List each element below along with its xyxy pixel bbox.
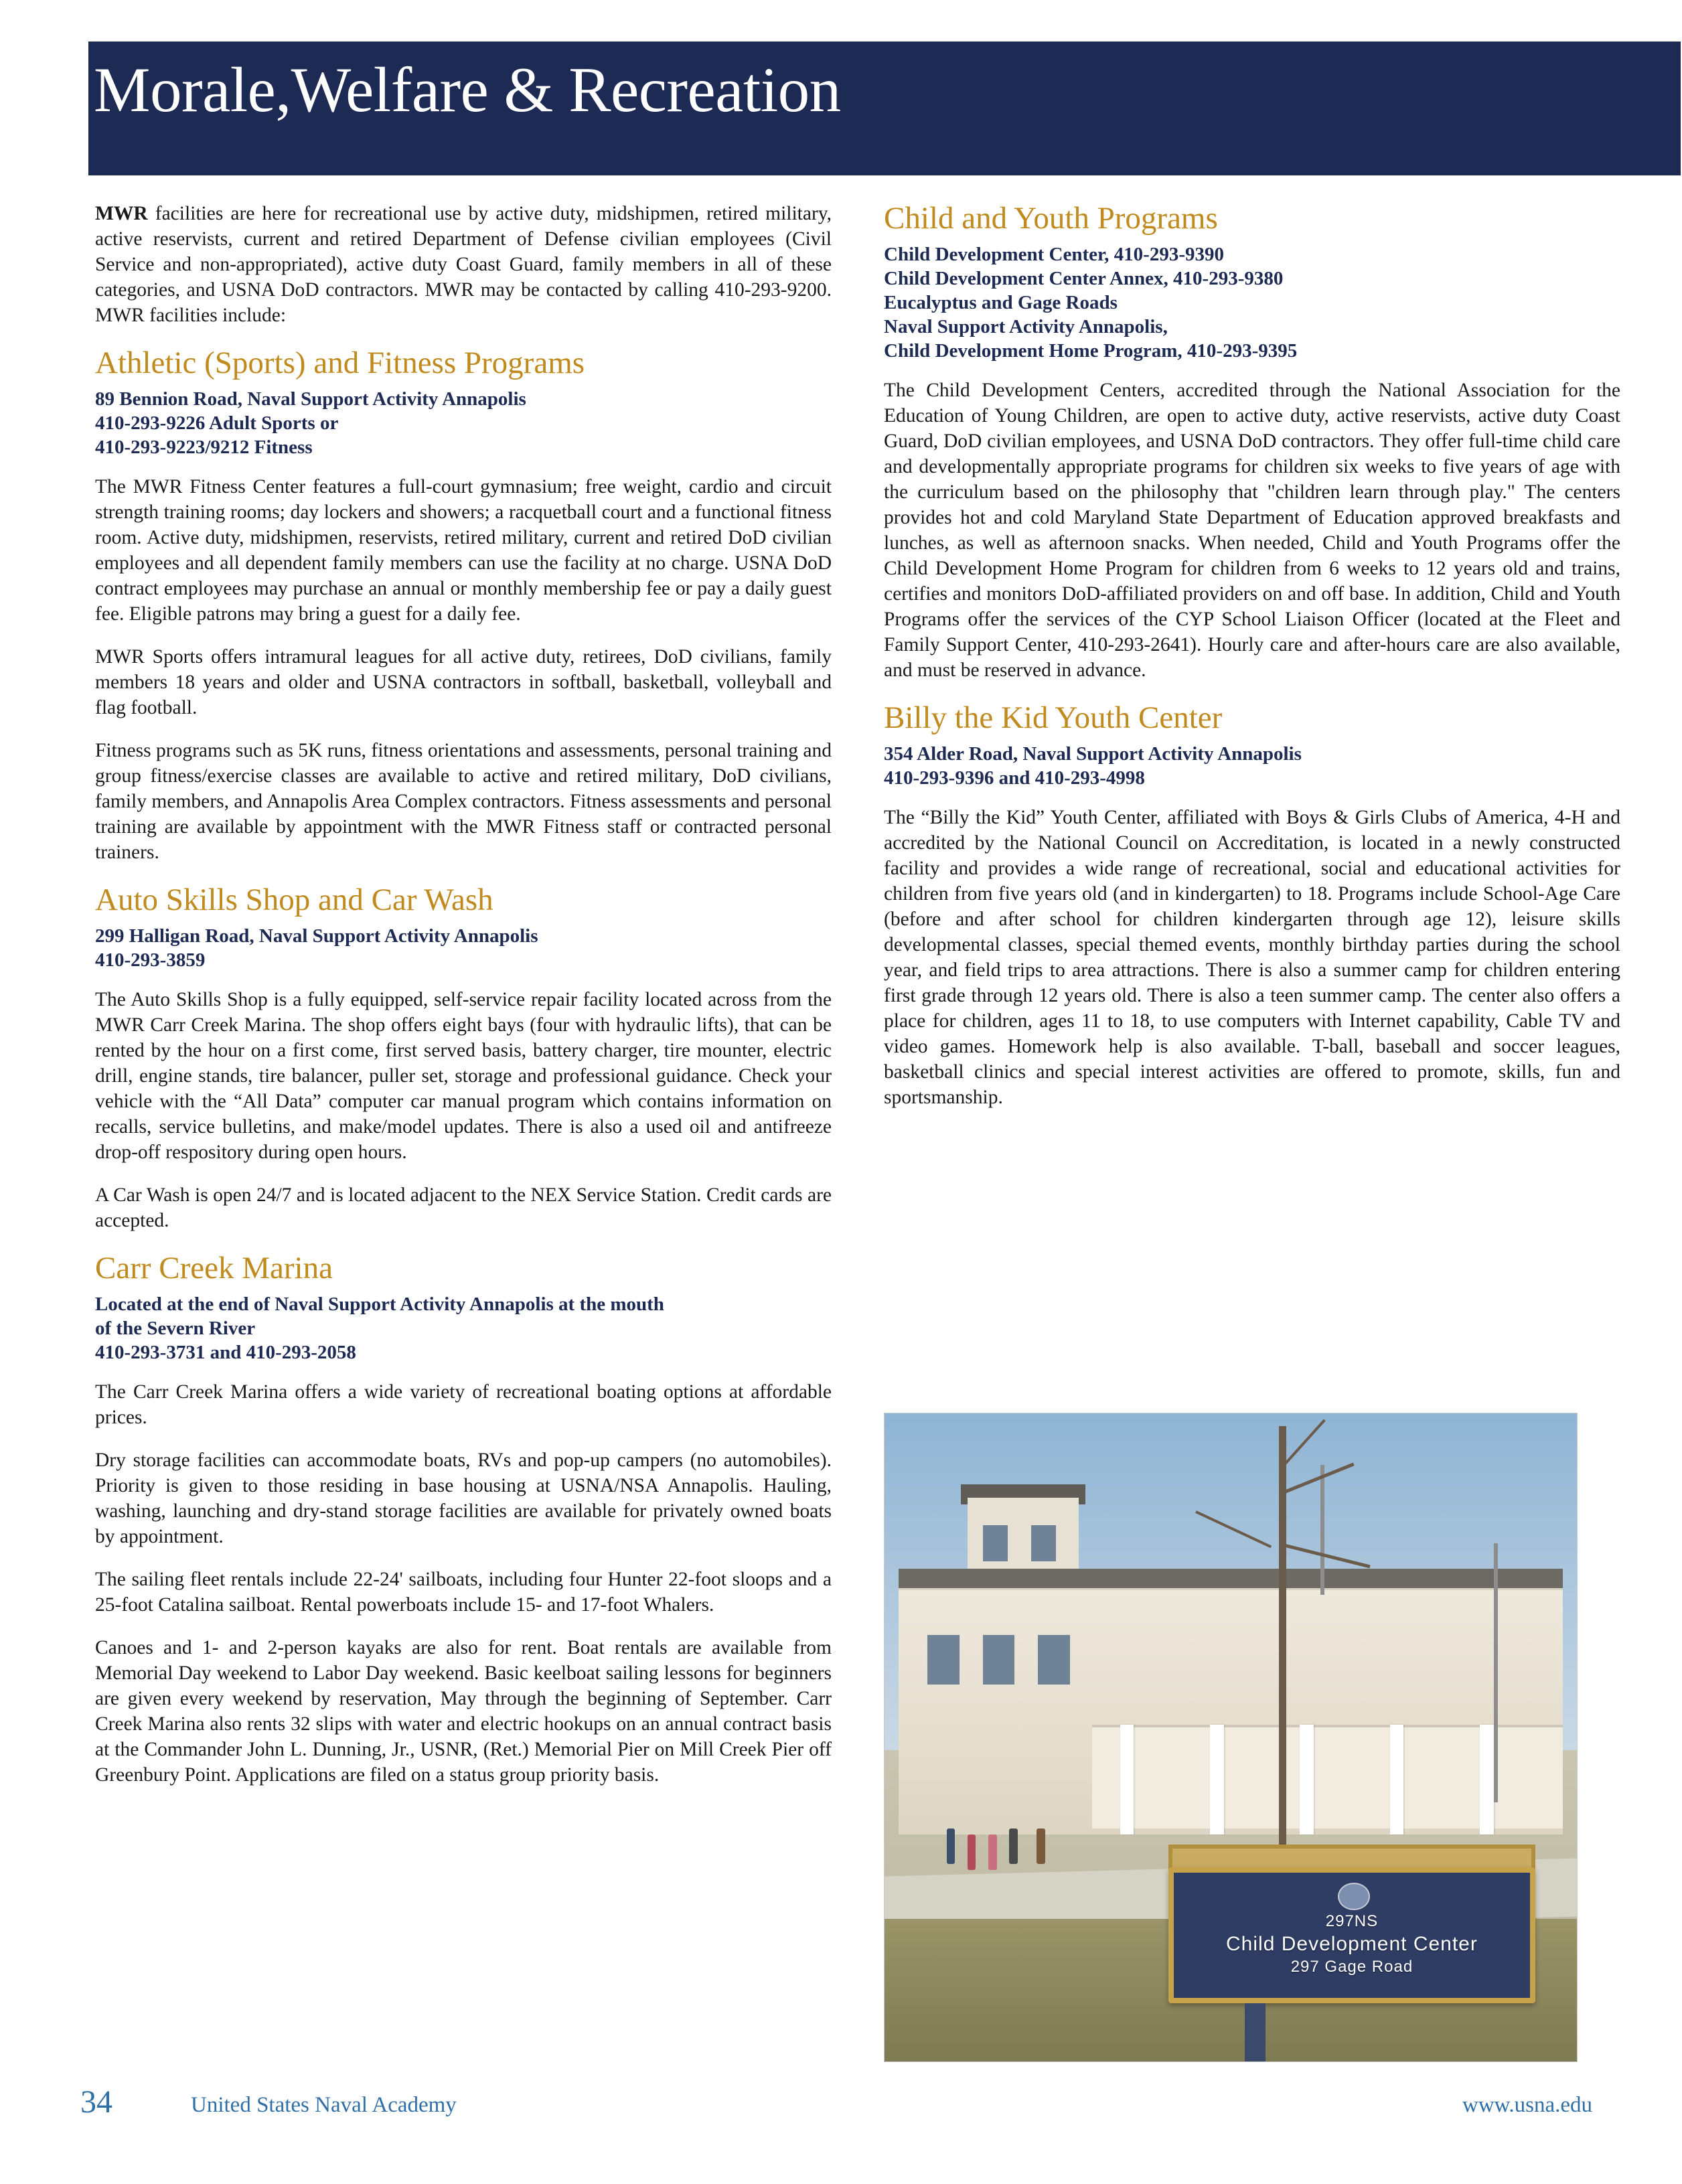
section-heading-billy-the-kid: Billy the Kid Youth Center (884, 700, 1223, 735)
address-line: 354 Alder Road, Naval Support Activity Annapolis (884, 743, 1302, 765)
photo-person (1009, 1828, 1017, 1864)
address-line: 410-293-3859 (95, 949, 206, 971)
address-line: Located at the end of Naval Support Activity Annapolis at the mouth (95, 1294, 664, 1315)
photo-porch-column (1210, 1725, 1224, 1835)
photo-person (968, 1835, 976, 1870)
photo-porch-column (1120, 1725, 1134, 1835)
address-line: of the Severn River (95, 1318, 256, 1339)
address-line: Eucalyptus and Gage Roads (884, 292, 1118, 313)
photo-sign (1168, 1867, 1535, 2003)
photo-window (982, 1634, 1016, 1685)
page-title: Morale,Welfare & Recreation (94, 54, 841, 125)
right-column (884, 201, 1620, 1127)
address-line: 299 Halligan Road, Naval Support Activity Annapolis (95, 925, 538, 947)
intro-lead: MWR (95, 203, 148, 224)
section-heading-auto-skills: Auto Skills Shop and Car Wash (95, 882, 493, 917)
body-paragraph: The Auto Skills Shop is a fully equipped, self-service repair facility located across from the MWR Carr Creek Marina. The shop offers eight bays (four with hydraulic lifts), that can be rented by the hour on a first come, first served basis, battery charger, tire mounter, electric drill, engine stands, tire balancer, puller set, storage and professional guidance. Check your vehicle with the “All Data” computer car manual program which contains information on recalls, service bulletins, and make/model updates. There is also a used oil and antifreeze drop-off respository during open hours. (95, 989, 832, 1163)
address-line: 410-293-3731 and 410-293-2058 (95, 1342, 356, 1363)
section-address-athletics (95, 387, 832, 459)
photo-porch-column (1300, 1725, 1314, 1835)
left-column (95, 201, 832, 1805)
photo-window (926, 1634, 961, 1685)
intro-text: facilities are here for recreational use by active duty, midshipmen, retired military, active reservists, current and retired Department of Defense civilian employees (Civil Service and non-appropriated), active duty Coast Guard, family members in all of these categories, and USNA DoD contractors. MWR may be contacted by calling 410-293-9200. MWR facilities include: (95, 203, 832, 326)
footer-page-number: 34 (80, 2084, 112, 2120)
address-line: 410-293-9226 Adult Sports or (95, 412, 339, 434)
section-heading-child-youth-programs: Child and Youth Programs (884, 201, 1218, 236)
address-line: 89 Bennion Road, Naval Support Activity Annapolis (95, 388, 526, 410)
photo-porch-column (1480, 1725, 1494, 1835)
body-paragraph: MWR Sports offers intramural leagues for all active duty, retirees, DoD civilians, family members 18 years and older and USNA contractors in softball, basketball, volleyball and flag football. (95, 646, 832, 718)
section-address-child-youth-programs (884, 242, 1620, 363)
photo-person (947, 1828, 955, 1864)
footer-url[interactable]: www.usna.edu (1462, 2093, 1592, 2117)
photo-sign-text (1174, 1910, 1530, 1978)
photo-person (1037, 1828, 1045, 1864)
section-heading-athletics: Athletic (Sports) and Fitness Programs (95, 345, 585, 380)
photo-window (1037, 1634, 1071, 1685)
section-address-carr-creek-marina (95, 1292, 832, 1364)
body-paragraph: The Carr Creek Marina offers a wide variety of recreational boating options at affordable prices. (95, 1381, 832, 1428)
section-address-auto-skills (95, 924, 832, 972)
photo-antenna-pole (1320, 1465, 1324, 1595)
footer-school-name: United States Naval Academy (191, 2093, 457, 2117)
photo-child-development-center (884, 1413, 1578, 2062)
section-heading-carr-creek-marina: Carr Creek Marina (95, 1251, 333, 1285)
photo-light-pole (1494, 1543, 1498, 1802)
photo-window (1030, 1524, 1057, 1563)
intro-paragraph (95, 201, 832, 328)
body-paragraph: Canoes and 1- and 2-person kayaks are also for rent. Boat rentals are available from Memorial Day weekend to Labor Day weekend. Basic keelboat sailing lessons for beginners are given every weekend by reservation, May through the beginning of September. Carr Creek Marina also rents 32 slips with water and electric hookups on an annual contract basis at the Commander John L. Dunning, Jr., USNR, (Ret.) Memorial Pier on Mill Creek Pier off Greenbury Point. Applications are filed on a status group priority basis. (95, 1637, 832, 1786)
photo-sign-line1: 297NS (1325, 1912, 1379, 1930)
address-line: Child Development Center Annex, 410-293-9380 (884, 268, 1284, 289)
photo-sign-seal-icon (1338, 1883, 1370, 1910)
body-paragraph: The “Billy the Kid” Youth Center, affiliated with Boys & Girls Clubs of America, 4-H and accredited by the National Council on Accreditation, is located in a newly constructed facility and provides a wide range of recreational, social and educational activities for children from five years old (and in kindergarten) to 18. Programs include School-Age Care (before and after school for children kindergarten through age 12), leisure skills developmental classes, special themed events, monthly birthday parties during the school year, and field trips to area attractions. There is also a summer camp for children entering first grade through 12 years old. There is also a teen summer camp. The center also offers a place for children, ages 11 to 18, to use computers with Internet capability, Cable TV and video games. Homework help is also available. T-ball, baseball and soccer leagues, basketball clinics and special interest activities are offered to promote, skills, fun and sportsmanship. (884, 807, 1620, 1108)
photo-sign-line3: 297 Gage Road (1290, 1957, 1413, 1976)
section-address-billy-the-kid (884, 742, 1620, 790)
address-line: Child Development Home Program, 410-293-9395 (884, 340, 1298, 362)
photo-sign-line2: Child Development Center (1226, 1932, 1478, 1955)
address-line: 410-293-9396 and 410-293-4998 (884, 767, 1145, 789)
body-paragraph: The Child Development Centers, accredited through the National Association for the Education of Young Children, are open to active duty, active reservists, active duty Coast Guard, DoD civilian employees, and USNA DoD contractors. They offer full-time child care and developmentally appropriate programs for children six weeks to five years of age with the curriculum based on the philosophy that "children learn through play." The centers provides hot and cold Maryland State Department of Education approved breakfasts and lunches, as well as afternoon snacks. When needed, Child and Youth Programs offer the Child Development Home Program for children from 6 weeks to 12 years old and trains, certifies and monitors DoD-affiliated providers on and off base. In addition, Child and Youth Programs offer the services of the CYP School Liaison Officer (located at the Fleet and Family Support Center, 410-293-2641). Hourly care and after-hours care are also available, and must be reserved in advance. (884, 380, 1620, 681)
photo-sign-post (1245, 2003, 1266, 2061)
address-line: 410-293-9223/9212 Fitness (95, 437, 313, 458)
body-paragraph: A Car Wash is open 24/7 and is located adjacent to the NEX Service Station. Credit cards are accepted. (95, 1184, 832, 1231)
address-line: Naval Support Activity Annapolis, (884, 316, 1168, 337)
photo-person (988, 1835, 996, 1870)
body-paragraph: Dry storage facilities can accommodate boats, RVs and pop-up campers (no automobiles). Priority is given to those residing in base housing at USNA/NSA Annapolis. Hauling, washing, launching and dry-stand storage facilities are available for privately owned boats by appointment. (95, 1450, 832, 1547)
address-line: Child Development Center, 410-293-9390 (884, 244, 1224, 265)
body-paragraph: The MWR Fitness Center features a full-court gymnasium; free weight, cardio and circuit strength training rooms; day lockers and showers; a racquetball court and a functional fitness room. Active duty, midshipmen, reservists, retired military, current and retired DoD civilian employees and all dependent family members can use the facility at no charge. USNA DoD contract employees may purchase an annual or monthly membership fee or pay a daily guest fee. Eligible patrons may bring a guest for a daily fee. (95, 476, 832, 625)
photo-porch-column (1390, 1725, 1404, 1835)
body-paragraph: Fitness programs such as 5K runs, fitness orientations and assessments, personal training and group fitness/exercise classes are available to active and retired military, DoD civilians, family members, and Annapolis Area Complex contractors. Fitness assessments and personal training are available by appointment with the MWR Fitness staff or contracted personal trainers. (95, 740, 832, 863)
body-paragraph: The sailing fleet rentals include 22-24' sailboats, including four Hunter 22-foot sloops and a 25-foot Catalina sailboat. Rental powerboats include 15- and 17-foot Whalers. (95, 1569, 832, 1616)
photo-window (982, 1524, 1009, 1563)
